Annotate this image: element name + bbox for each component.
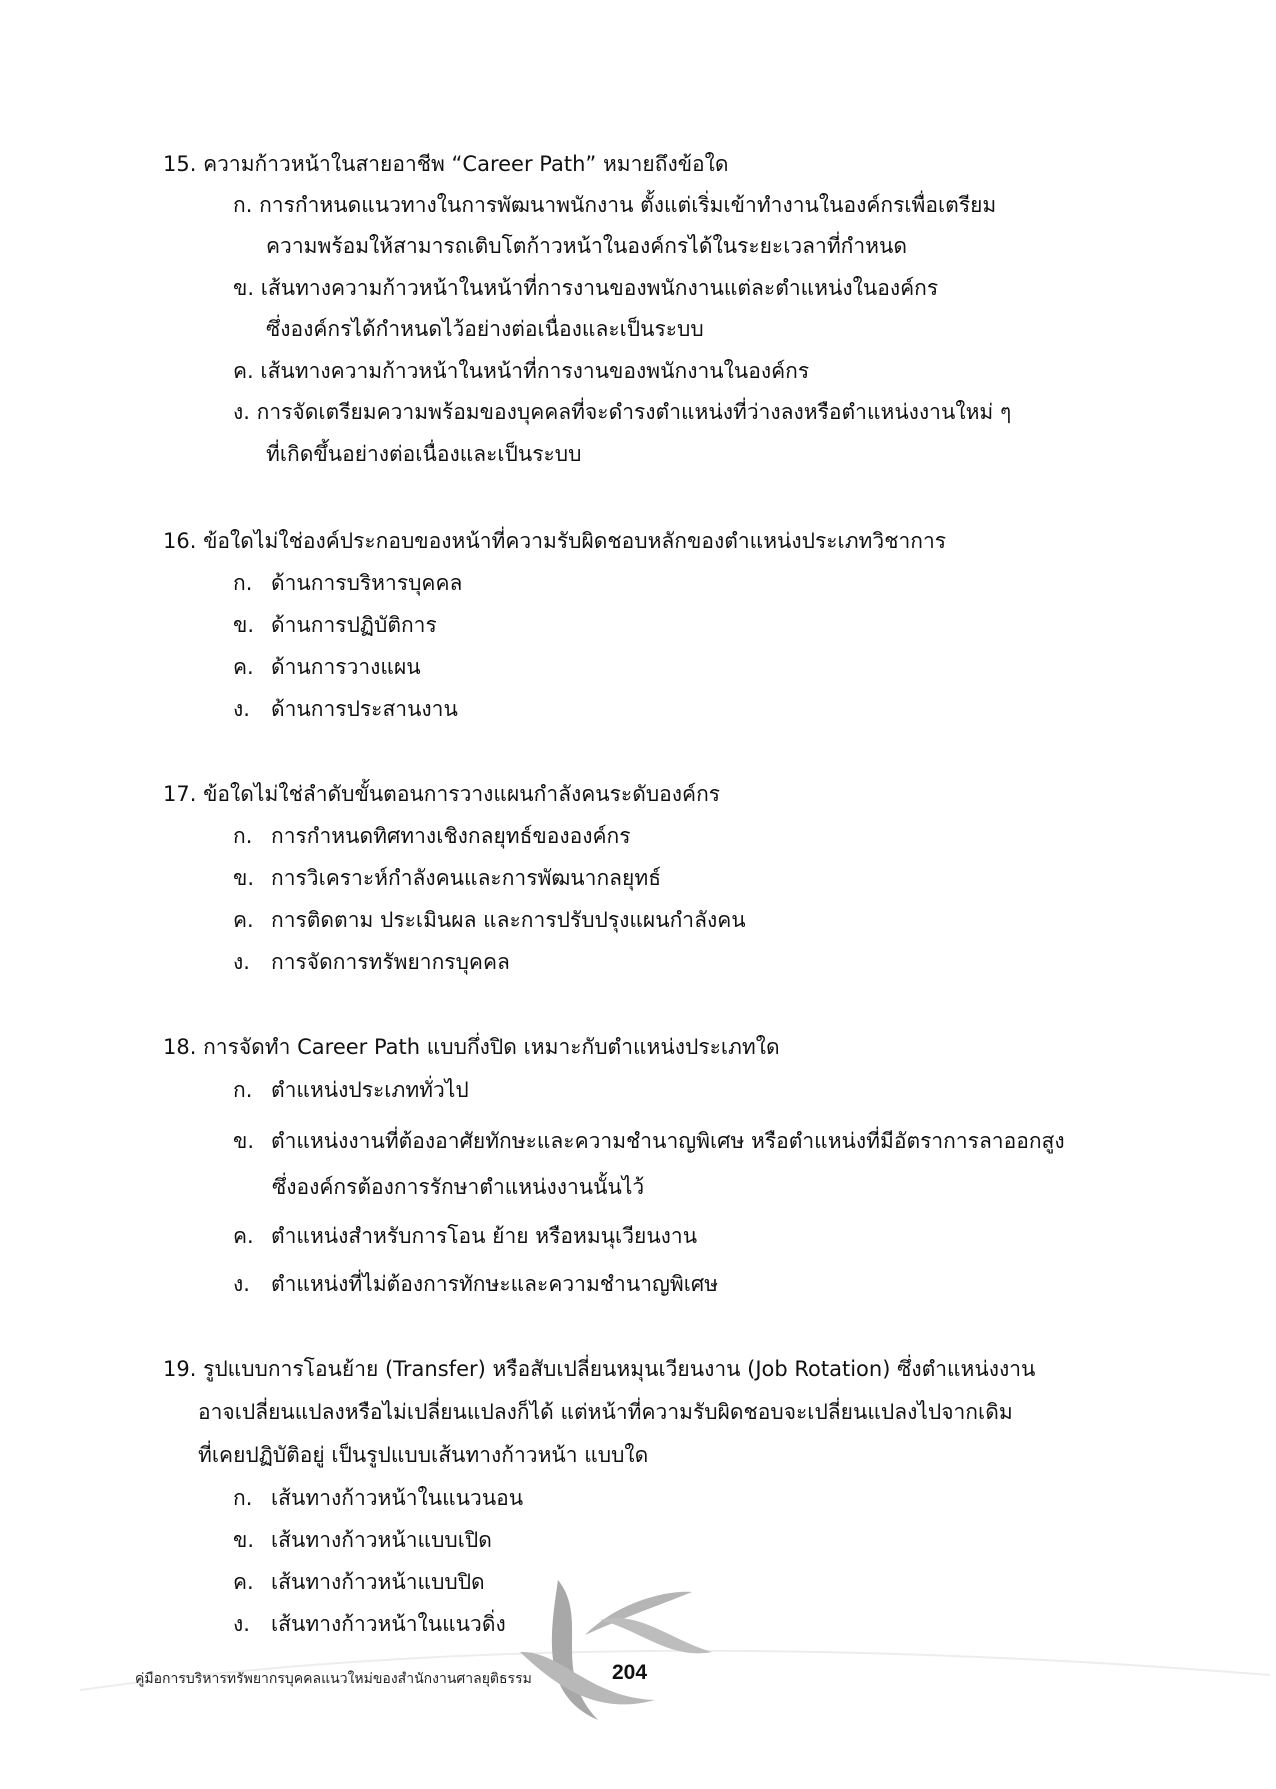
option-text: [233, 1526, 492, 1554]
option-line: ตำแหน่งประเภททั่วไป: [271, 1078, 469, 1102]
option-continuation: ที่เกิดขึ้นอย่างต่อเนื่องและเป็นระบบ: [266, 442, 582, 466]
option-text: [233, 1270, 718, 1298]
question-continuation: อาจเปลี่ยนแปลงหรือไม่เปลี่ยนแปลงก็ได้ แต่หน้าที่ความรับผิดชอบจะเปลี่ยนแปลงไปจากเดิม: [198, 1400, 1013, 1424]
option-line: ตำแหน่งงานที่ต้องอาศัยทักษะและความชำนาญพิเศษ หรือตำแหน่งที่มีอัตราการลาออกสูง: [271, 1129, 1065, 1153]
option-label: ข.: [233, 276, 255, 300]
option-line: การติดตาม ประเมินผล และการปรับปรุงแผนกำลังคน: [271, 908, 746, 932]
option-continuation: ความพร้อมให้สามารถเติบโตก้าวหน้าในองค์กรได้ในระยะเวลาที่กำหนด: [266, 234, 908, 258]
option-label: ค.: [233, 1224, 254, 1248]
option-text: [233, 569, 462, 597]
option-text: [233, 906, 746, 934]
option-text: [233, 191, 996, 219]
option-label: ค.: [233, 908, 254, 932]
option-text: [233, 611, 437, 639]
swoosh-logo-icon: [520, 1580, 760, 1730]
option-label: ข.: [233, 613, 255, 637]
footer-title: คู่มือการบริหารทรัพยากรบุคคลแนวใหม่ของสำนักงานศาลยุติธรรม: [135, 1671, 532, 1687]
option-line: การกำหนดแนวทางในการพัฒนาพนักงาน ตั้งแต่เริ่มเข้าทำงานในองค์กรเพื่อเตรียม: [259, 193, 997, 217]
option-line: ด้านการวางแผน: [271, 655, 421, 679]
option-label: ข.: [233, 1129, 255, 1153]
option-line: ด้านการบริหารบุคคล: [271, 571, 463, 595]
option-label: ง.: [233, 400, 250, 424]
option-label: ค.: [233, 1570, 254, 1594]
option-line: การกำหนดทิศทางเชิงกลยุทธ์ขององค์กร: [271, 824, 631, 848]
question-text: 16. ข้อใดไม่ใช่องค์ประกอบของหน้าที่ความรับผิดชอบหลักของตำแหน่งประเภทวิชาการ: [163, 529, 947, 553]
option-label: ก.: [233, 1078, 253, 1102]
option-text: [233, 695, 458, 723]
option-continuation: ซึ่งองค์กรต้องการรักษาตำแหน่งงานนั้นไว้: [272, 1175, 645, 1199]
option-line: เส้นทางความก้าวหน้าในหน้าที่การงานของพนักงานแต่ละตำแหน่งในองค์กร: [260, 276, 939, 300]
page-number: 204: [612, 1661, 648, 1684]
option-text: [233, 1222, 697, 1250]
option-text: [233, 948, 510, 976]
option-label: ก.: [233, 824, 253, 848]
option-line: เส้นทางก้าวหน้าในแนวนอน: [271, 1486, 524, 1510]
option-label: ข.: [233, 1528, 255, 1552]
option-line: ตำแหน่งที่ไม่ต้องการทักษะและความชำนาญพิเศษ: [271, 1272, 719, 1296]
option-text: [233, 274, 938, 302]
option-line: เส้นทางก้าวหน้าในแนวดิ่ง: [271, 1612, 506, 1636]
question-text: 17. ข้อใดไม่ใช่ลำดับขั้นตอนการวางแผนกำลังคนระดับองค์กร: [163, 782, 721, 806]
option-text: [233, 822, 631, 850]
option-line: การวิเคราะห์กำลังคนและการพัฒนากลยุทธ์: [271, 866, 662, 890]
option-line: เส้นทางก้าวหน้าแบบเปิด: [271, 1528, 492, 1552]
question-text: 18. การจัดทำ Career Path แบบกึ่งปิด เหมาะกับตำแหน่งประเภทใด: [163, 1035, 780, 1059]
question-text: 19. รูปแบบการโอนย้าย (Transfer) หรือสับเปลี่ยนหมุนเวียนงาน (Job Rotation) ซึ่งตำแหน่งงาน: [163, 1357, 1036, 1381]
option-text: [233, 398, 1011, 426]
option-line: การจัดการทรัพยากรบุคคล: [271, 950, 510, 974]
option-text: [233, 1127, 1065, 1155]
option-line: ด้านการปฏิบัติการ: [271, 613, 437, 637]
option-line: การจัดเตรียมความพร้อมของบุคคลที่จะดำรงตำแหน่งที่ว่างลงหรือตำแหน่งงานใหม่ ๆ: [256, 400, 1012, 424]
option-label: ข.: [233, 866, 255, 890]
option-continuation: ซึ่งองค์กรได้กำหนดไว้อย่างต่อเนื่องและเป็นระบบ: [266, 317, 704, 341]
option-text: [233, 1484, 523, 1512]
option-label: ก.: [233, 571, 253, 595]
option-text: [233, 653, 421, 681]
question-text: 15. ความก้าวหน้าในสายอาชีพ “Career Path” หมายถึงข้อใด: [163, 152, 729, 176]
question-continuation: ที่เคยปฏิบัติอยู่ เป็นรูปแบบเส้นทางก้าวหน้า แบบใด: [198, 1443, 649, 1467]
option-label: ง.: [233, 1272, 250, 1296]
option-label: ค.: [233, 655, 254, 679]
option-label: ก.: [233, 1486, 253, 1510]
option-label: ง.: [233, 1612, 250, 1636]
option-line: เส้นทางก้าวหน้าแบบปิด: [271, 1570, 485, 1594]
option-text: [233, 1076, 469, 1104]
option-text: [233, 864, 661, 892]
option-text: [233, 357, 809, 385]
option-line: ตำแหน่งสำหรับการโอน ย้าย หรือหมนุเวียนงาน: [271, 1224, 698, 1248]
option-label: ง.: [233, 697, 250, 721]
option-line: ด้านการประสานงาน: [271, 697, 458, 721]
option-line: เส้นทางความก้าวหน้าในหน้าที่การงานของพนักงานในองค์กร: [260, 359, 810, 383]
option-label: ก.: [233, 193, 253, 217]
option-label: ง.: [233, 950, 250, 974]
option-label: ค.: [233, 359, 254, 383]
